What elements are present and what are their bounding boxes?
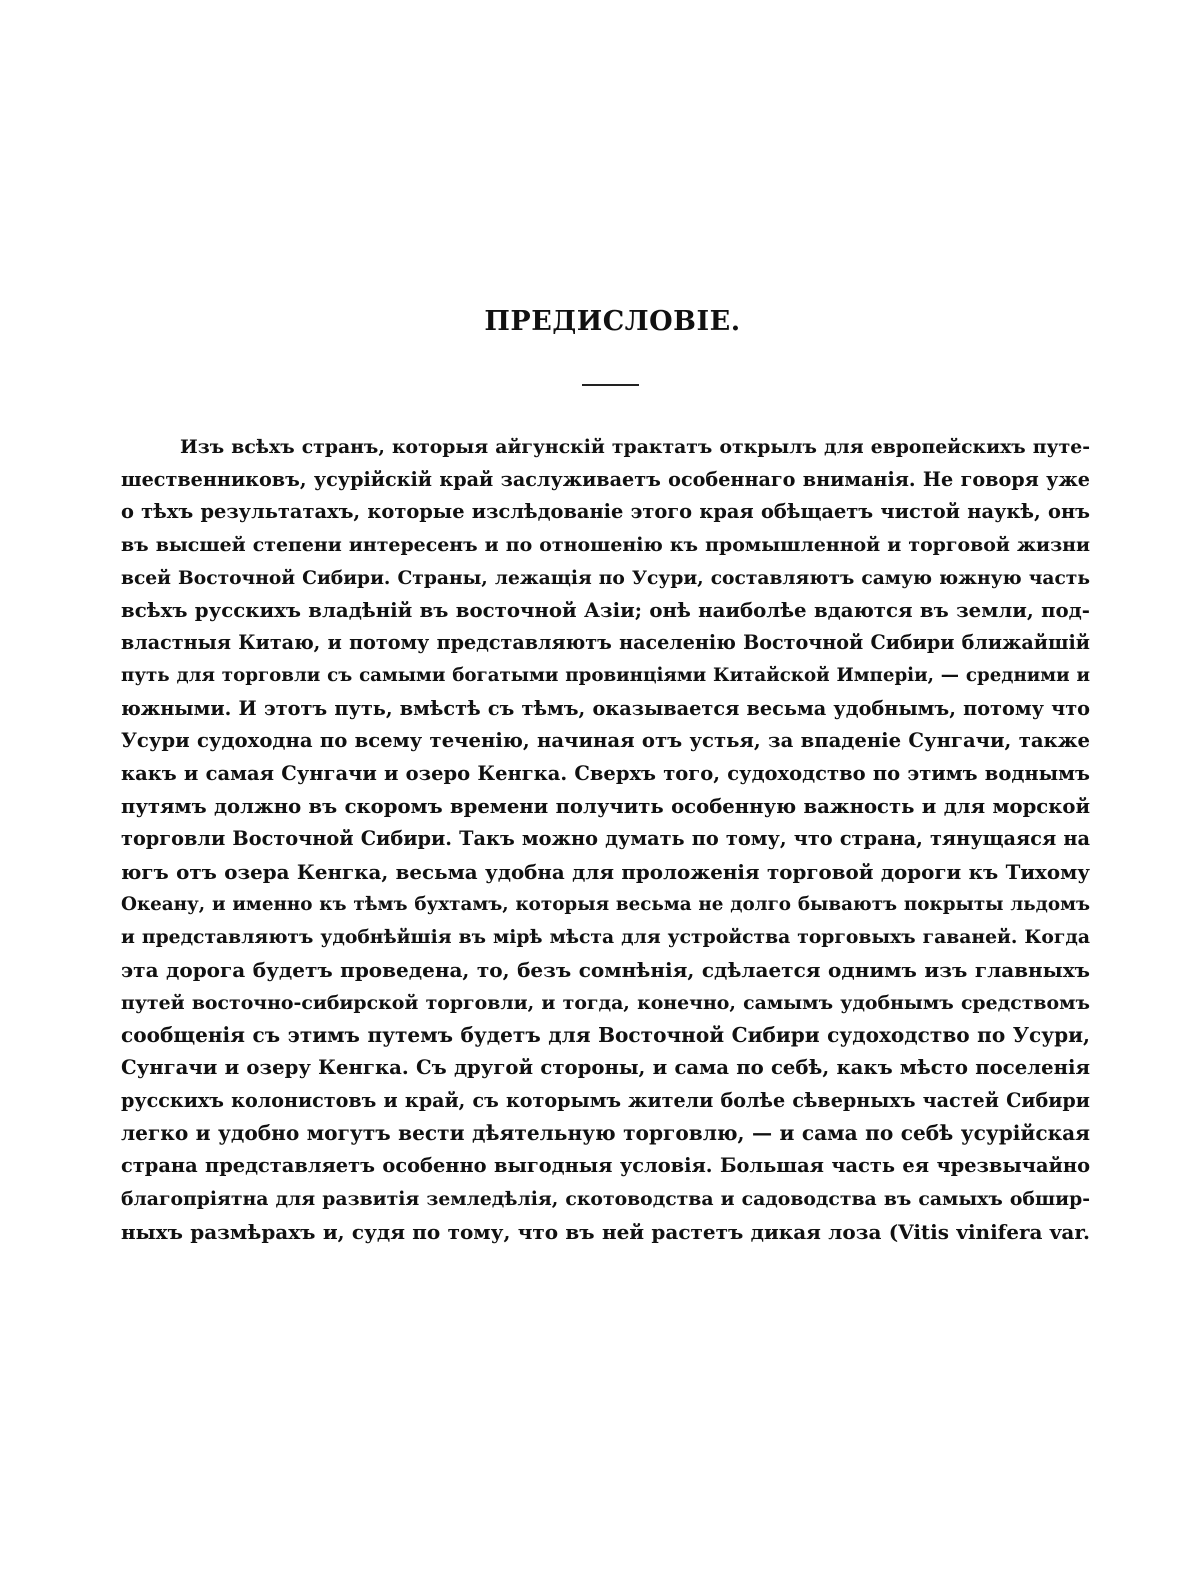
text-line: русскихъ колонистовъ и край, съ которымъ жители болѣе сѣверныхъ частей Сибири	[121, 1088, 1090, 1112]
text-line: въ высшей степени интересенъ и по отношенію къ промышленной и торговой жизни	[121, 534, 1090, 557]
preface-paragraph	[121, 431, 1090, 1248]
text-line: югъ отъ озера Кенгка, весьма удобна для проложенія торговой дороги къ Тихому	[121, 859, 1090, 884]
title-divider	[582, 384, 639, 386]
text-line: эта дорога будетъ проведена, то, безъ сомнѣнія, сдѣлается однимъ изъ главныхъ	[121, 958, 1090, 982]
text-line: путей восточно-сибирской торговли, и тогда, конечно, самымъ удобнымъ средствомъ	[121, 991, 1090, 1014]
text-line: шественниковъ, усурійскій край заслуживаетъ особеннаго вниманія. Не говоря уже	[121, 467, 1090, 491]
text-line: и представляютъ удобнѣйшія въ мірѣ мѣста для устройства торговыхъ гаваней. Когда	[121, 926, 1090, 949]
text-line: Усури судоходна по всему теченію, начиная отъ устья, за впаденіе Сунгачи, также	[121, 729, 1090, 753]
text-line: о тѣхъ результатахъ, которые изслѣдованіе этого края обѣщаетъ чистой наукѣ, онъ	[121, 500, 1090, 524]
text-line: Изъ всѣхъ странъ, которыя айгунскій трактатъ открылъ для европейскихъ путе-	[180, 436, 1090, 458]
text-line: властныя Китаю, и потому представляютъ населенію Восточной Сибири ближайшій	[121, 631, 1090, 655]
text-line: всей Восточной Сибири. Страны, лежащія по Усури, составляютъ самую южную часть	[121, 566, 1090, 589]
text-line: легко и удобно могутъ вести дѣятельную торговлю, — и сама по себѣ усурійская	[121, 1121, 1090, 1146]
text-line: южными. И этотъ путь, вмѣстѣ съ тѣмъ, оказывается весьма удобнымъ, потому что	[121, 696, 1090, 720]
text-line: благопріятна для развитія земледѣлія, скотоводства и садоводства въ самыхъ обшир-	[121, 1187, 1090, 1210]
text-line: ныхъ размѣрахъ и, судя по тому, что въ ней растетъ дикая лоза (Vitis vinifera var.	[121, 1219, 1090, 1244]
text-line: страна представляетъ особенно выгодныя условія. Большая часть ея чрезвычайно	[121, 1154, 1090, 1178]
text-line: какъ и самая Сунгачи и озеро Кенгка. Сверхъ того, судоходство по этимъ воднымъ	[121, 761, 1090, 785]
text-line: всѣхъ русскихъ владѣній въ восточной Азіи; онѣ наиболѣе вдаются въ земли, под-	[121, 598, 1090, 623]
text-line: сообщенія съ этимъ путемъ будетъ для Восточной Сибири судоходство по Усури,	[121, 1023, 1090, 1048]
page-title: ПРЕДИСЛОВІЕ.	[484, 306, 741, 337]
text-line: Сунгачи и озеру Кенгка. Съ другой стороны, и сама по себѣ, какъ мѣсто поселенія	[121, 1056, 1090, 1080]
text-line: торговли Восточной Сибири. Такъ можно думать по тому, что страна, тянущаяся на	[121, 827, 1090, 851]
text-line: Океану, и именно къ тѣмъ бухтамъ, которыя весьма не долго бываютъ покрыты льдомъ	[121, 893, 1090, 915]
text-line: путямъ должно въ скоромъ времени получить особенную важность и для морской	[121, 794, 1090, 818]
text-line: путь для торговли съ самыми богатыми провинціями Китайской Имперіи, — средними и	[121, 664, 1090, 686]
